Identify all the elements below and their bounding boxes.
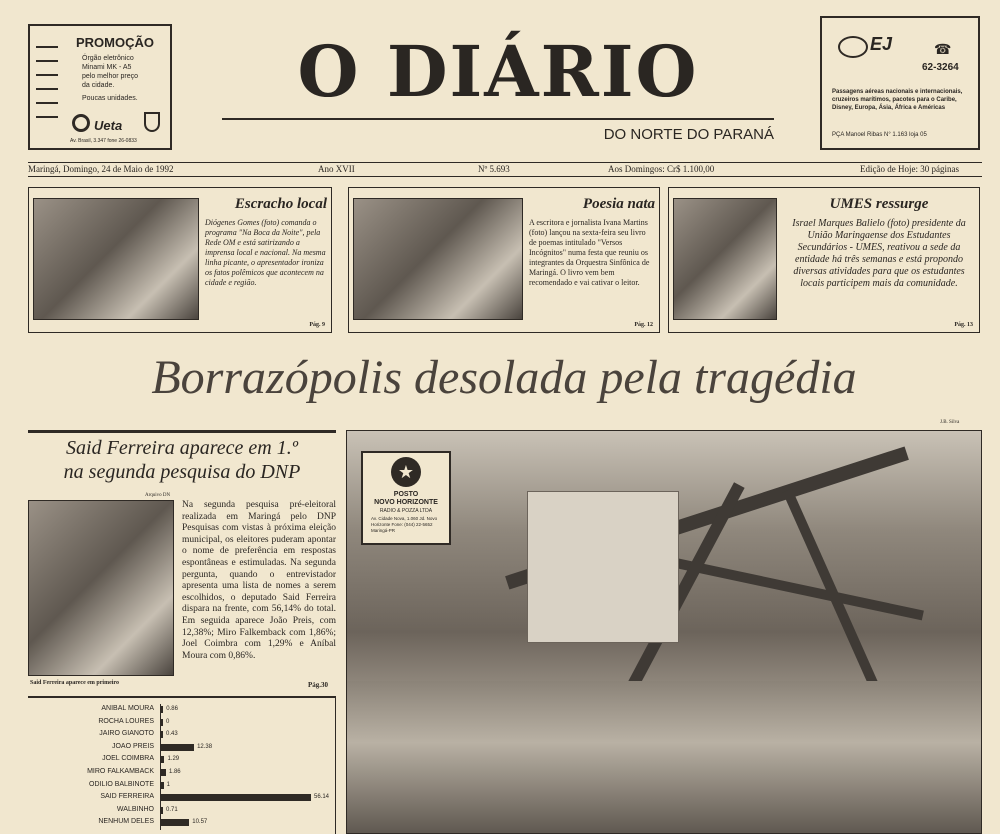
chart-category-label: SAID FERREIRA [100, 793, 154, 801]
promo-line-5: Poucas unidades. [82, 95, 138, 102]
main-headline: Borrazópolis desolada pela tragédia [151, 351, 857, 404]
teaser-box-3 [668, 187, 980, 333]
chart-value-label: 10.57 [192, 819, 208, 826]
chart-bar [161, 756, 164, 763]
chart-bar [161, 807, 163, 814]
chart-bar [161, 782, 164, 789]
promo-ad [28, 24, 172, 150]
travel-logo: EJ [870, 34, 893, 54]
teaser-box-1 [28, 187, 332, 333]
teaser-photo-2 [353, 198, 523, 320]
photo-wall [527, 491, 679, 643]
teaser-page-1: Pág. 9 [309, 322, 325, 328]
chart-category-label: WALBINHO [116, 805, 154, 813]
phone-icon: ☎ [934, 43, 952, 58]
story-page: Pág.30 [308, 681, 329, 689]
teaser-photo-3 [673, 198, 777, 320]
chart-bar [161, 719, 163, 726]
infoline-rule-bottom [28, 176, 982, 177]
teaser-text-2: A escritora e jornalista Ivana Martins (foto) lançou na sexta-feira seu livro de poemas intitulado "Versos Incógnitos" numa festa que reuniu os integrantes da Orquestra Sinfônica de Maringá. O livro vem bem recomendado e vai cativar o leitor. [529, 218, 650, 287]
infoline-pages: Edição de Hoje: 30 páginas [860, 164, 959, 174]
main-photo-credit: J.B. Silva [940, 420, 960, 425]
chart-category-label: ODILIO BALBINOTE [89, 780, 154, 788]
travel-address: PÇA Manoel Ribas N° 1.163 loja 05 [832, 132, 927, 138]
story-title-line-1: Said Ferreira aparece em 1.º [66, 437, 298, 459]
story-title-line-2: na segunda pesquisa do DNP [63, 461, 301, 483]
chart-category-label: JOEL COIMBRA [102, 755, 154, 763]
masthead-rule [222, 118, 774, 120]
chart-bar [161, 769, 166, 776]
posto-name-2: NOVO HORIZONTE [374, 499, 438, 506]
teaser-title-1: Escracho local [234, 196, 327, 212]
chart-value-label: 1 [166, 781, 171, 788]
travel-ad [820, 16, 980, 150]
chart-value-label: 1.29 [167, 756, 180, 763]
chart-value-label: 0.71 [166, 806, 178, 813]
infoline-number: Nº 5.693 [478, 164, 510, 174]
chart-bar [161, 794, 311, 801]
infoline-date: Maringá, Domingo, 24 de Maio de 1992 [28, 164, 174, 174]
teaser-box-2 [348, 187, 660, 333]
promo-line-2: Minami MK - A5 [82, 64, 132, 71]
chart-bar [161, 819, 189, 826]
posto-sub: RADIO & POZZA LTDA [379, 508, 433, 514]
chart-category-label: JAIRO GIANOTO [99, 730, 154, 738]
teaser-title-3: UMES ressurge [829, 196, 929, 212]
teaser-title-2: Poesia nata [582, 196, 655, 212]
chart-value-label: 0.43 [166, 731, 178, 738]
chart-category-label: MIRO FALKAMBACK [87, 768, 154, 775]
story-photo-credit: Arquivo DN [145, 493, 171, 498]
teaser-page-2: Pág. 12 [634, 322, 653, 328]
infoline-rule-top [28, 162, 982, 163]
posto-ad [361, 451, 451, 545]
promo-line-4: da cidade. [82, 82, 115, 89]
promo-brand: Ueta [94, 118, 123, 133]
story-body: Na segunda pesquisa pré-eleitoral realizada em Maringá pelo DNP Pesquisas com vistas à próxima eleição municipal, os eleitores puderam apontar o nome de preferência em respostas espontâneas e estimuladas. Na segunda pergunta, quando o entrevistador apresenta uma lista de nomes a serem escolhidos, o deputado Said Ferreira dispara na frente, com 56,14% do total. Em seguida aparece João Preis, com 12,38%; Miro Falkemback com 1,86%; Joel Coimbra com 1,29% e Aníbal Moura com 0,86%. [182, 500, 336, 661]
promo-line-1: Órgão eletrônico [82, 55, 134, 62]
promo-title: PROMOÇÃO [76, 35, 154, 50]
posto-name-1: POSTO [393, 491, 419, 498]
promo-address: Av. Brasil, 3.347 fone 26-0833 [70, 138, 137, 144]
story-rule [28, 430, 336, 433]
travel-phone: 62-3264 [922, 62, 959, 73]
crest-icon [144, 112, 160, 132]
story-caption: Said Ferreira aparece em primeiro [30, 680, 119, 686]
chart-category-label: ANIBAL MOURA [101, 705, 154, 712]
ueta-logo-icon [72, 114, 90, 132]
chart-category-label: JOAO PREIS [111, 742, 154, 750]
infoline-price: Aos Domingos: Cr$ 1.100,00 [608, 164, 715, 174]
teaser-text-3: Israel Marques Balielo (foto) presidente da União Maringaense dos Estudantes Secundários - UMES, reativou a sede da entidade há três semanas e está propondo diversas atividades para que os estudantes locais participem mais da comunidade. [792, 218, 966, 289]
chart-value-label: 0 [166, 718, 170, 725]
masthead-subtitle: DO NORTE DO PARANÁ [603, 126, 774, 143]
poll-chart [28, 696, 336, 834]
chart-category-label: NENHUM DELES [98, 818, 154, 826]
travel-text: Passagens aéreas nacionais e internacionais, cruzeiros marítimos, pacotes para o Caribe, Disney, Europa, Ásia, África e Américas [832, 89, 963, 111]
teaser-page-3: Pág. 13 [954, 322, 973, 328]
chart-value-label: 1.86 [168, 769, 181, 775]
story-photo [28, 500, 174, 676]
teaser-photo-1 [33, 198, 199, 320]
promo-line-3: pelo melhor preço [82, 73, 139, 80]
posto-star-icon: ★ [391, 457, 421, 487]
masthead-title: O DIÁRIO [297, 30, 699, 113]
chart-bar [161, 744, 194, 751]
globe-logo-icon [838, 36, 868, 58]
infoline-year: Ano XVII [318, 164, 355, 174]
chart-category-label: ROCHA LOURES [98, 717, 154, 725]
piano-keys-icon [36, 34, 58, 122]
chart-bar [161, 731, 163, 738]
photo-rubble [347, 681, 982, 834]
chart-bar [161, 706, 163, 713]
posto-addr: Av. Cidade Nova, 1.060 Jd. Novo Horizonte Fone: (044) 22-5652 Maringá-PR [371, 516, 438, 533]
chart-value-label: 56.14 [314, 794, 330, 801]
chart-value-label: 12.38 [197, 743, 213, 750]
teaser-text-1: Diógenes Gomes (foto) comanda o programa "Na Boca da Noite", pela Rede OM e está satirizando a imprensa local e nacional. Na mesma linha picante, o apresentador ironiza os fatos polêmicos que acontecem na cidade e região. [205, 218, 326, 287]
chart-value-label: 0.86 [166, 706, 178, 712]
main-photo [346, 430, 982, 834]
